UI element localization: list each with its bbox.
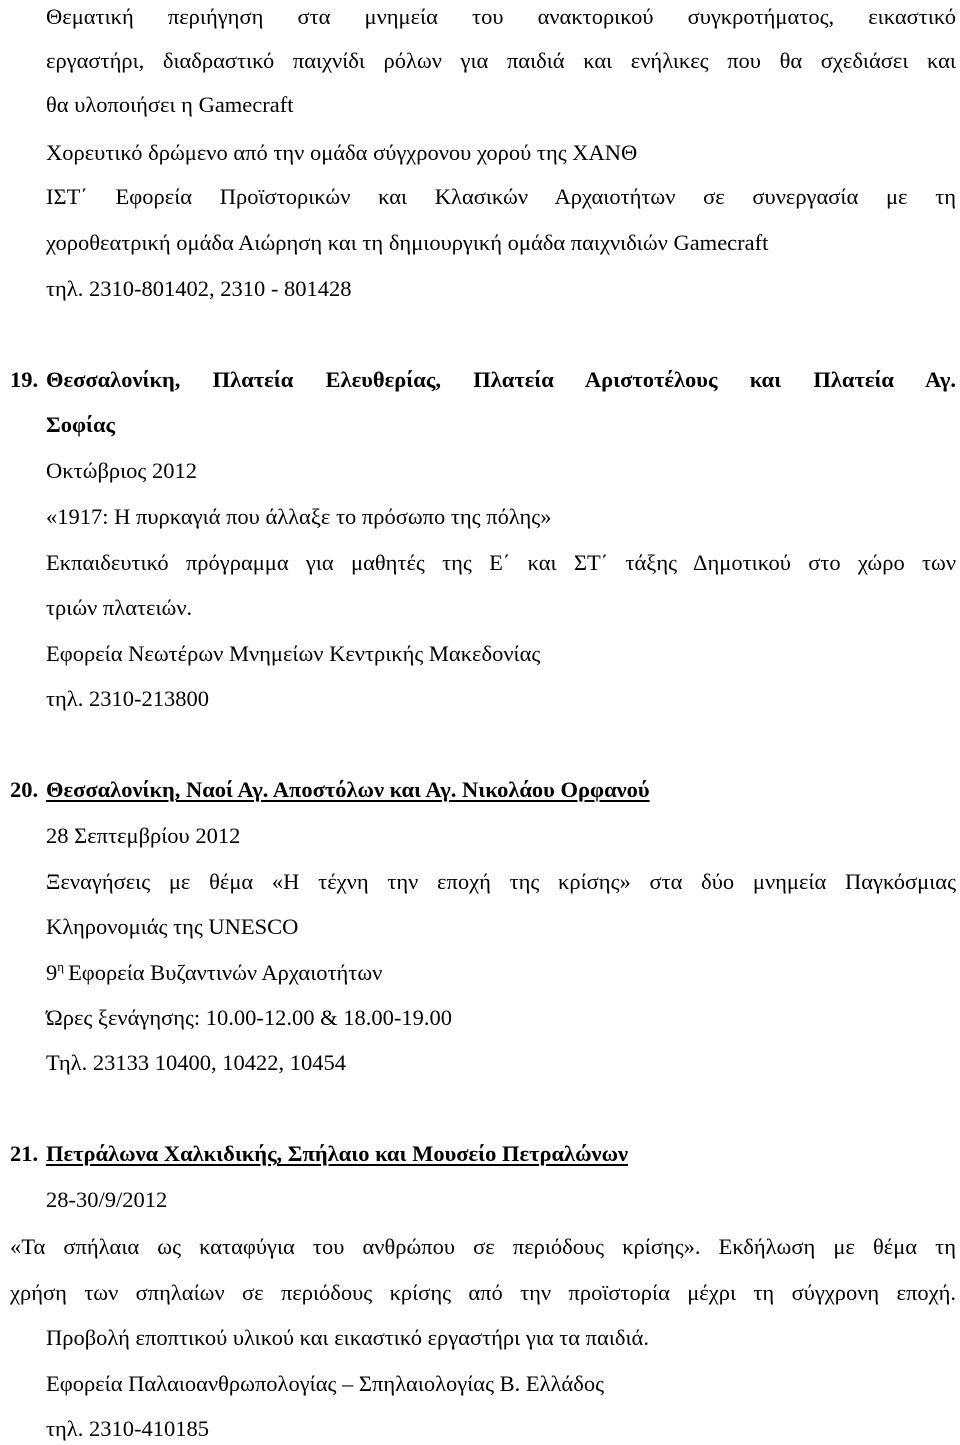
entry-number: 19.: [10, 367, 39, 392]
entry-number: 20.: [10, 777, 39, 802]
entry-description: Εκπαιδευτικό πρόγραμμα για μαθητές της Ε΄ και ΣΤ΄ τάξης Δημοτικού στο χώρο των: [46, 550, 956, 575]
organizer-name: Εφορεία Βυζαντινών Αρχαιοτήτων: [68, 960, 383, 985]
entry-description: Προβολή εποπτικού υλικού και εικαστικό εργαστήρι για τα παιδιά.: [46, 1325, 649, 1350]
text-line: εργαστήρι, διαδραστικό παιχνίδι ρόλων για παιδιά και ενήλικες που θα σχεδιάσει και: [46, 48, 956, 73]
text-line: χοροθεατρική ομάδα Αιώρηση και τη δημιουργική ομάδα παιχνιδιών Gamecraft: [46, 230, 769, 255]
entry-number: 21.: [10, 1141, 39, 1166]
entry-title-continuation: Σοφίας: [46, 412, 116, 437]
text-line: ΙΣΤ΄ Εφορεία Προϊστορικών και Κλασικών Αρχαιοτήτων σε συνεργασία με τη: [46, 184, 956, 209]
text-line: Θεματική περιήγηση στα μνημεία του ανακτορικού συγκροτήματος, εικαστικό: [46, 4, 956, 29]
entry-date: Οκτώβριος 2012: [46, 458, 197, 483]
entry-title: Πετράλωνα Χαλκιδικής, Σπήλαιο και Μουσείο Πετραλώνων: [46, 1141, 629, 1166]
entry-date: 28-30/9/2012: [46, 1187, 168, 1212]
entry-heading: [10, 367, 956, 393]
entry-date: 28 Σεπτεμβρίου 2012: [46, 823, 241, 848]
tour-hours: Ώρες ξενάγησης: 10.00-12.00 & 18.00-19.00: [46, 1005, 452, 1030]
entry-organizer: Εφορεία Νεωτέρων Μνημείων Κεντρικής Μακεδονίας: [46, 641, 541, 666]
phone-line: τηλ. 2310-213800: [46, 686, 209, 711]
text-line: Χορευτικό δρώμενο από την ομάδα σύγχρονου χορού της ΧΑΝΘ: [46, 140, 638, 165]
entry-description: τριών πλατειών.: [46, 595, 193, 620]
entry-description: Ξεναγήσεις με θέμα «Η τέχνη την εποχή της κρίσης» στα δύο μνημεία Παγκόσμιας: [46, 869, 956, 894]
organizer-superscript: η: [57, 959, 65, 974]
entry-description: Κληρονομιάς της UNESCO: [46, 914, 299, 939]
text-line: θα υλοποιήσει η Gamecraft: [46, 92, 294, 117]
entry-organizer: Εφορεία Παλαιοανθρωπολογίας – Σπηλαιολογίας Β. Ελλάδος: [46, 1371, 604, 1396]
organizer-number: 9: [46, 960, 58, 985]
phone-line: τηλ. 2310-801402, 2310 - 801428: [46, 276, 352, 301]
event-title: «1917: Η πυρκαγιά που άλλαξε το πρόσωπο της πόλης»: [46, 504, 552, 529]
entry-title: Θεσσαλονίκη, Πλατεία Ελευθερίας, Πλατεία Αριστοτέλους και Πλατεία Αγ.: [46, 367, 956, 392]
entry-organizer: [46, 960, 382, 986]
entry-title: Θεσσαλονίκη, Ναοί Αγ. Αποστόλων και Αγ. Νικολάου Ορφανού: [46, 777, 650, 802]
entry-description: «Τα σπήλαια ως καταφύγια του ανθρώπου σε περιόδους κρίσης». Εκδήλωση με θέμα τη: [10, 1234, 956, 1259]
phone-line: τηλ. 2310-410185: [46, 1416, 209, 1441]
phone-line: Τηλ. 23133 10400, 10422, 10454: [46, 1050, 346, 1075]
entry-description: χρήση των σπηλαίων σε περιόδους κρίσης από την προϊστορία μέχρι τη σύγχρονη εποχή.: [10, 1280, 956, 1305]
